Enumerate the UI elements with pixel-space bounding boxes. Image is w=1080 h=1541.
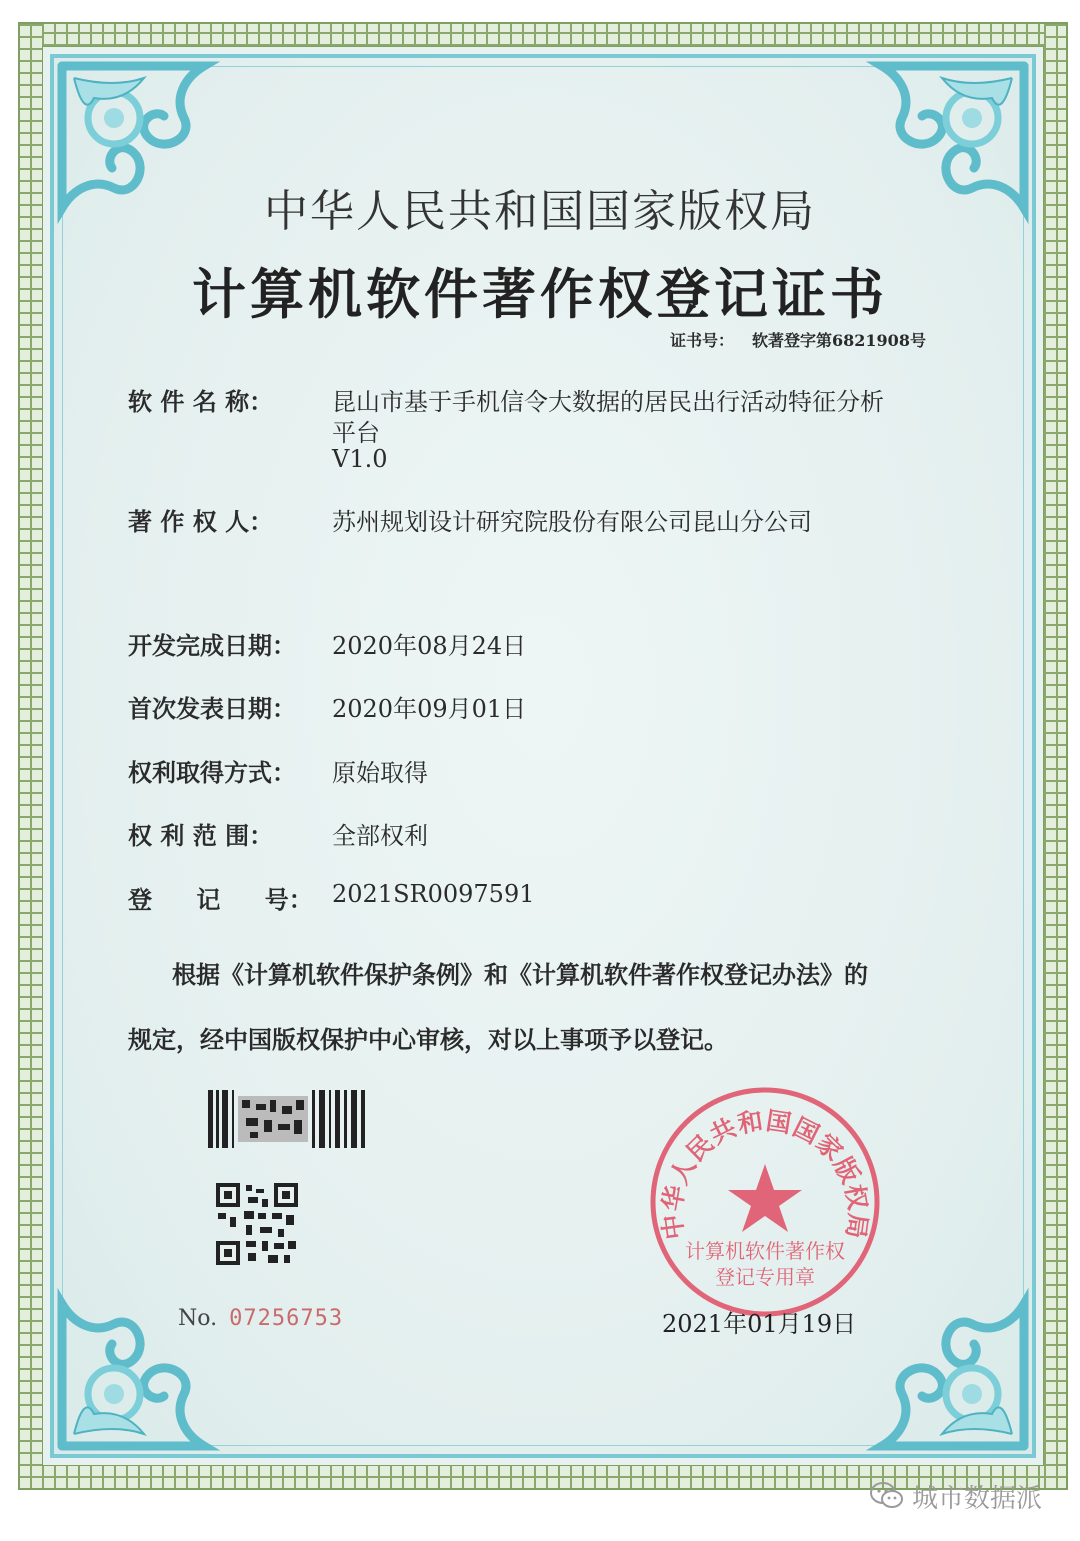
barcode-icon xyxy=(208,1090,366,1148)
acquisition-method-label: 权利取得方式： xyxy=(128,758,296,787)
completion-date-label: 开发完成日期： xyxy=(128,631,296,660)
software-name-version: V1.0 xyxy=(332,445,388,473)
seal-star-icon xyxy=(728,1164,802,1232)
official-seal-stamp xyxy=(645,1082,885,1322)
rights-scope-label: 权 利 范 围： xyxy=(128,821,274,850)
certificate-number-value: 软著登字第6821908号 xyxy=(752,331,926,350)
wechat-icon xyxy=(870,1482,904,1510)
first-publication-date-value: 2020年09月01日 xyxy=(332,695,527,723)
rights-scope-value: 全部权利 xyxy=(332,822,428,850)
acquisition-method-value: 原始取得 xyxy=(332,759,428,787)
serial-number-value: 07256753 xyxy=(229,1306,344,1331)
certificate-title: 计算机软件著作权登记证书 xyxy=(192,263,888,326)
copyright-owner-value: 苏州规划设计研究院股份有限公司昆山分公司 xyxy=(332,508,812,536)
issuer-title: 中华人民共和国国家版权局 xyxy=(264,186,816,237)
registration-number-value: 2021SR0097591 xyxy=(332,880,535,908)
serial-number xyxy=(178,1306,343,1331)
legal-basis-line2: 规定，经中国版权保护中心审核，对以上事项予以登记。 xyxy=(128,1025,728,1054)
qr-code-icon xyxy=(216,1183,298,1265)
completion-date-value: 2020年08月24日 xyxy=(332,632,527,660)
legal-basis-line1: 根据《计算机软件保护条例》和《计算机软件著作权登记办法》的 xyxy=(172,960,868,989)
copyright-owner-label: 著 作 权 人： xyxy=(128,507,274,536)
seal-line1: 计算机软件著作权 xyxy=(685,1239,845,1263)
software-name-label: 软 件 名 称： xyxy=(128,387,274,416)
registration-number-label: 登 记 号： xyxy=(128,885,313,914)
corner-ornament-icon xyxy=(54,1254,254,1454)
seal-arc-text: 中华人民共和国国家版权局 xyxy=(657,1106,873,1242)
seal-line2: 登记专用章 xyxy=(715,1265,815,1289)
software-name-value-line2: 平台 xyxy=(332,419,380,447)
issue-date: 2021年01月19日 xyxy=(662,1310,857,1338)
first-publication-date-label: 首次发表日期： xyxy=(128,694,296,723)
certificate-number xyxy=(670,328,926,351)
certificate-number-label: 证书号： xyxy=(670,331,735,350)
watermark-text: 城市数据派 xyxy=(912,1484,1043,1514)
software-name-value-line1: 昆山市基于手机信令大数据的居民出行活动特征分析 xyxy=(332,388,884,416)
serial-number-label: No. xyxy=(178,1306,218,1331)
